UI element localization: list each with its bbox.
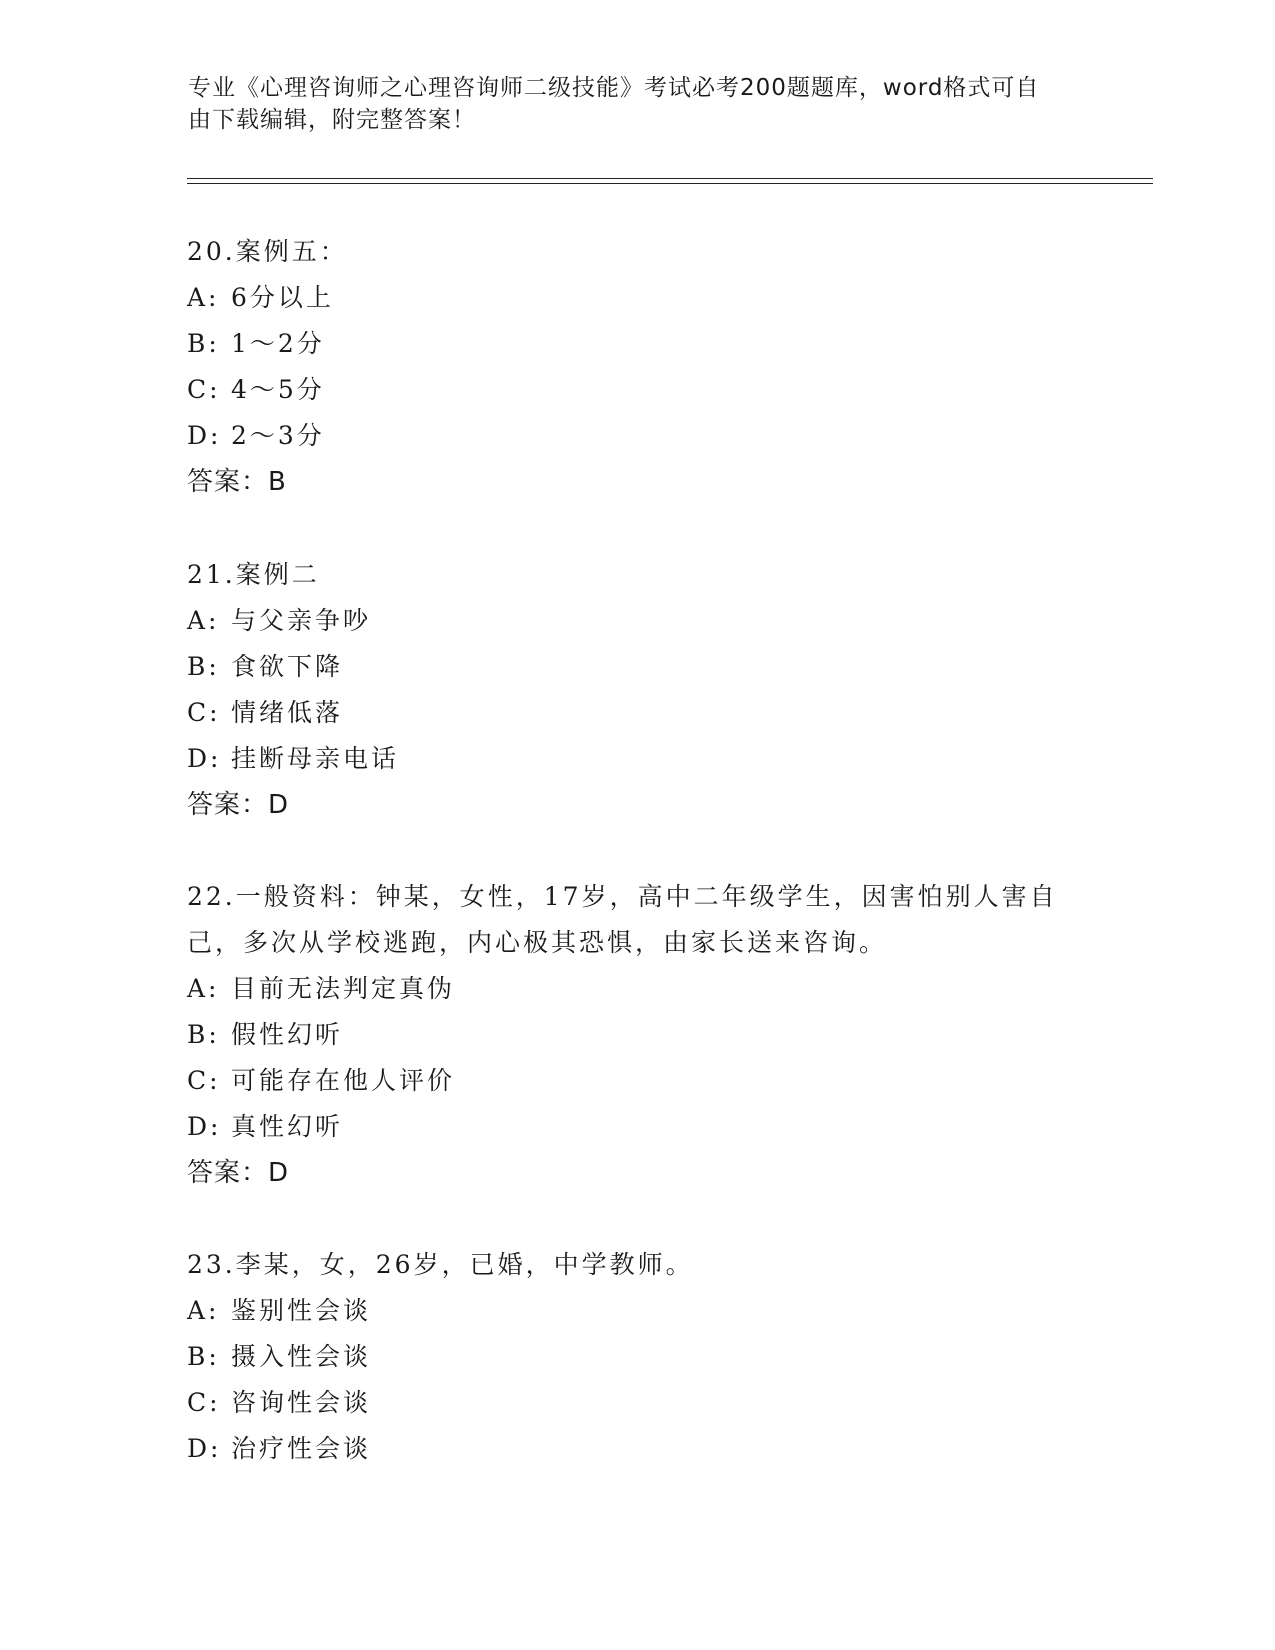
option-label: D: (187, 1112, 222, 1141)
document-header (188, 72, 1088, 136)
option-text: 真性幻听 (231, 1112, 344, 1141)
option-label: A: (187, 283, 220, 312)
question-22 (187, 874, 1107, 1196)
option-d (187, 736, 1107, 782)
question-stem-line: 20.案例五： (187, 237, 348, 266)
option-label: A: (187, 606, 220, 635)
option-a (187, 598, 1107, 644)
option-label: B: (187, 1342, 220, 1371)
option-text: 与父亲争吵 (231, 606, 372, 635)
option-text: 4～5分 (231, 375, 325, 404)
option-label: C: (187, 698, 221, 727)
option-label: C: (187, 1066, 221, 1095)
option-label: B: (187, 652, 220, 681)
question-20 (187, 229, 1107, 505)
option-b (187, 321, 1107, 367)
option-b (187, 1012, 1107, 1058)
option-a (187, 1288, 1107, 1334)
header-line-1: 专业《心理咨询师之心理咨询师二级技能》考试必考200题题库，word格式可自 (188, 75, 1040, 101)
option-text: 摄入性会谈 (231, 1342, 372, 1371)
question-stem-line: 22.一般资料：钟某，女性，17岁，高中二年级学生，因害怕别人害自 (187, 882, 1058, 911)
option-text: 可能存在他人评价 (231, 1066, 456, 1095)
option-text: 情绪低落 (231, 698, 344, 727)
option-label: D: (187, 744, 222, 773)
question-stem-line: 21.案例二 (187, 560, 320, 589)
question-23 (187, 1242, 1107, 1472)
option-c (187, 367, 1107, 413)
option-d (187, 1104, 1107, 1150)
option-text: 挂断母亲电话 (231, 744, 400, 773)
option-label: A: (187, 1296, 220, 1325)
question-stem (187, 229, 1107, 275)
option-d (187, 1426, 1107, 1472)
option-text: 目前无法判定真伪 (231, 974, 456, 1003)
option-c (187, 690, 1107, 736)
option-label: D: (187, 1434, 222, 1463)
option-d (187, 413, 1107, 459)
option-text: 1～2分 (231, 329, 325, 358)
option-text: 鉴别性会谈 (231, 1296, 372, 1325)
option-text: 食欲下降 (231, 652, 344, 681)
option-text: 治疗性会谈 (231, 1434, 372, 1463)
question-stem-line: 己，多次从学校逃跑，内心极其恐惧，由家长送来咨询。 (187, 928, 888, 957)
option-b (187, 1334, 1107, 1380)
option-label: B: (187, 1020, 220, 1049)
question-stem (187, 874, 1107, 966)
answer-line: 答案：D (187, 790, 290, 820)
question-stem-line: 23.李某，女，26岁，已婚，中学教师。 (187, 1250, 694, 1279)
question-stem (187, 552, 1107, 598)
option-a (187, 966, 1107, 1012)
option-text: 咨询性会谈 (231, 1388, 372, 1417)
option-label: B: (187, 329, 220, 358)
option-c (187, 1058, 1107, 1104)
option-label: C: (187, 1388, 221, 1417)
option-text: 假性幻听 (231, 1020, 344, 1049)
header-divider-bottom (187, 183, 1153, 184)
option-label: C: (187, 375, 221, 404)
answer-line: 答案：D (187, 1158, 290, 1188)
option-b (187, 644, 1107, 690)
option-a (187, 275, 1107, 321)
option-text: 2～3分 (231, 421, 325, 450)
answer-line: 答案：B (187, 467, 287, 497)
option-label: A: (187, 974, 220, 1003)
header-line-2: 由下载编辑，附完整答案！ (188, 107, 476, 133)
option-text: 6分以上 (231, 283, 334, 312)
header-divider-top (187, 178, 1153, 179)
question-21 (187, 552, 1107, 828)
option-c (187, 1380, 1107, 1426)
option-label: D: (187, 421, 222, 450)
question-stem (187, 1242, 1107, 1288)
